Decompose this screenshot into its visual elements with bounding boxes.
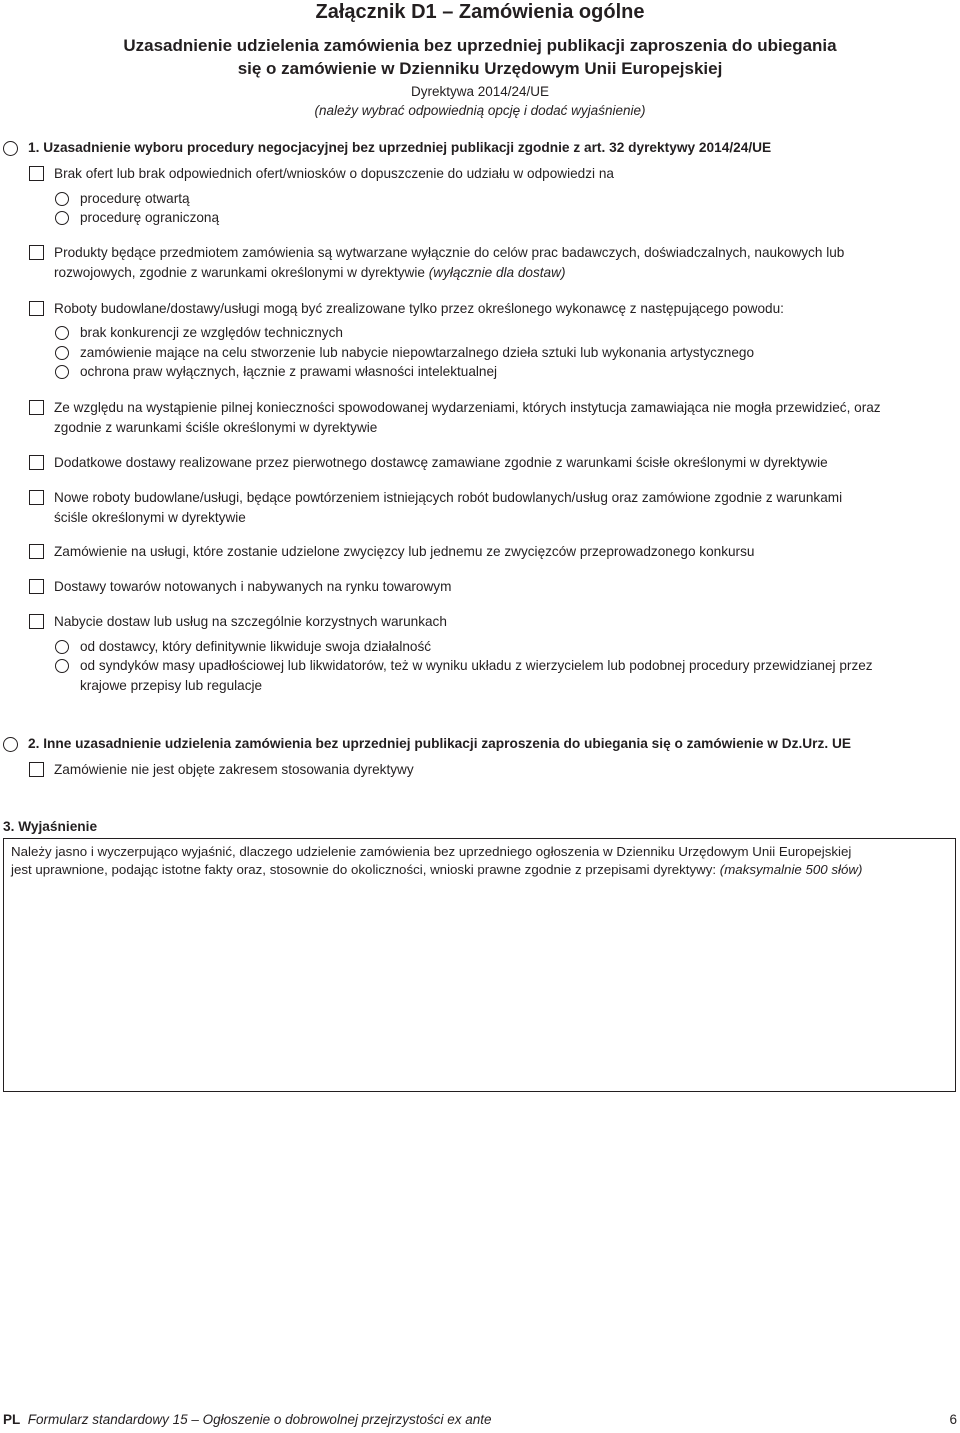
insolvency-label-line1: od syndyków masy upadłościowej lub likwidatorów, też w wyniku układu z wierzycielem lub podobnej procedury przewidzianej przez	[80, 658, 873, 673]
specific-operator-label: Roboty budowlane/dostawy/usługi mogą być zrealizowane tylko przez określonego wykonawcę z następującego powodu:	[54, 301, 784, 316]
no-competition-radio[interactable]	[55, 326, 69, 340]
no-tenders-checkbox[interactable]	[29, 166, 44, 181]
research-products-label-line2: rozwojowych, zgodnie z warunkami określonymi w dyrektywie (wyłącznie dla dostaw)	[54, 265, 566, 280]
supplies-only-note: (wyłącznie dla dostaw)	[428, 265, 566, 280]
design-contest-label: Zamówienie na usługi, które zostanie udzielone zwycięzcy lub jednemu ze zwycięzców przeprowadzonego konkursu	[54, 544, 755, 559]
additional-deliveries-checkbox[interactable]	[29, 455, 44, 470]
no-tenders-label: Brak ofert lub brak odpowiednich ofert/wniosków o dopuszczenie do udziału w odpowiedzi na	[54, 166, 614, 181]
section2-heading: 2. Inne uzasadnienie udzielenia zamówienia bez uprzedniej publikacji zaproszenia do ubiegania się o zamówienie w Dz.Urz. UE	[28, 736, 851, 751]
footer-lang: PL	[3, 1412, 21, 1427]
explanation-textarea[interactable]	[3, 838, 956, 1092]
extreme-urgency-label-line2: zgodnie z warunkami ściśle określonymi w dyrektywie	[54, 420, 378, 435]
page-subtitle-line1: Uzasadnienie udzielenia zamówienia bez uprzedniej publikacji zaproszenia do ubiegania	[123, 36, 837, 55]
directive-label: Dyrektywa 2014/24/UE	[410, 84, 550, 99]
repetition-works-label-line1: Nowe roboty budowlane/usługi, będące powtórzeniem istniejących robót budowlanych/usług oraz zamówione zgodnie z warunkami	[54, 490, 843, 505]
specific-operator-checkbox[interactable]	[29, 301, 44, 316]
restricted-procedure-radio[interactable]	[55, 211, 69, 225]
explanation-instructions	[11, 843, 951, 879]
additional-deliveries-label: Dodatkowe dostawy realizowane przez pierwotnego dostawcę zamawiane zgodnie z warunkami ścisłe określonymi w dyrektywie	[54, 455, 828, 470]
repetition-works-label-line2: ściśle określonymi w dyrektywie	[54, 510, 246, 525]
advantageous-terms-label: Nabycie dostaw lub usług na szczególnie korzystnych warunkach	[54, 614, 447, 629]
insolvency-label-line2: krajowe przepisy lub regulacje	[80, 678, 263, 693]
commodity-market-label: Dostawy towarów notowanych i nabywanych na rynku towarowym	[54, 579, 452, 594]
section3-heading: 3. Wyjaśnienie	[3, 819, 98, 834]
section1-heading: 1. Uzasadnienie wyboru procedury negocjacyjnej bez uprzedniej publikacji zgodnie z art. 32 dyrektywy 2014/24/UE	[28, 140, 772, 155]
research-products-label-line1: Produkty będące przedmiotem zamówienia są wytwarzane wyłącznie do celów prac badawczych, doświadczalnych, naukowych lub	[54, 245, 845, 260]
no-competition-label: brak konkurencji ze względów technicznych	[80, 325, 343, 340]
extreme-urgency-checkbox[interactable]	[29, 400, 44, 415]
section1-radio[interactable]	[3, 141, 18, 156]
extreme-urgency-label-line1: Ze względu na wystąpienie pilnej konieczności spowodowanej wydarzeniami, których instytucja zamawiająca nie mogła przewidzieć, oraz	[54, 400, 881, 415]
research-products-checkbox[interactable]	[29, 245, 44, 260]
page-subtitle-line2: się o zamówienie w Dzienniku Urzędowym Unii Europejskiej	[237, 59, 723, 78]
outside-scope-label: Zamówienie nie jest objęte zakresem stosowania dyrektywy	[54, 762, 414, 777]
outside-scope-checkbox[interactable]	[29, 762, 44, 777]
exclusive-rights-label: ochrona praw wyłącznych, łącznie z prawami własności intelektualnej	[80, 364, 498, 379]
page-title: Załącznik D1 – Zamówienia ogólne	[315, 1, 645, 23]
instruction-note: (należy wybrać odpowiednią opcję i dodać wyjaśnienie)	[314, 103, 646, 118]
winding-up-supplier-radio[interactable]	[55, 640, 69, 654]
footer-form-info	[3, 1412, 492, 1427]
open-procedure-radio[interactable]	[55, 192, 69, 206]
insolvency-radio[interactable]	[55, 659, 69, 673]
word-limit-note: (maksymalnie 500 słów)	[719, 862, 863, 877]
explanation-line1: Należy jasno i wyczerpująco wyjaśnić, dlaczego udzielenie zamówienia bez uprzedniego ogłoszenia w Dzienniku Urzędowym Unii Europejskiej	[11, 844, 852, 859]
explanation-line2: jest uprawnione, podając istotne fakty oraz, stosownie do okoliczności, wnioski prawne zgodnie z przepisami dyrektywy: (maksymalnie 500 słów)	[11, 862, 863, 877]
artwork-label: zamówienie mające na celu stworzenie lub nabycie niepowtarzalnego dzieła sztuki lub wykonania artystycznego	[80, 345, 755, 360]
footer-form-name: Formularz standardowy 15 – Ogłoszenie o dobrowolnej przejrzystości ex ante	[27, 1412, 492, 1427]
exclusive-rights-radio[interactable]	[55, 365, 69, 379]
open-procedure-label: procedurę otwartą	[80, 191, 190, 206]
design-contest-checkbox[interactable]	[29, 544, 44, 559]
footer-page-number: 6	[949, 1412, 957, 1427]
artwork-radio[interactable]	[55, 346, 69, 360]
section2-radio[interactable]	[3, 737, 18, 752]
advantageous-terms-checkbox[interactable]	[29, 614, 44, 629]
commodity-market-checkbox[interactable]	[29, 579, 44, 594]
repetition-works-checkbox[interactable]	[29, 490, 44, 505]
winding-up-supplier-label: od dostawcy, który definitywnie likwiduje swoja działalność	[80, 639, 432, 654]
restricted-procedure-label: procedurę ograniczoną	[80, 210, 220, 225]
